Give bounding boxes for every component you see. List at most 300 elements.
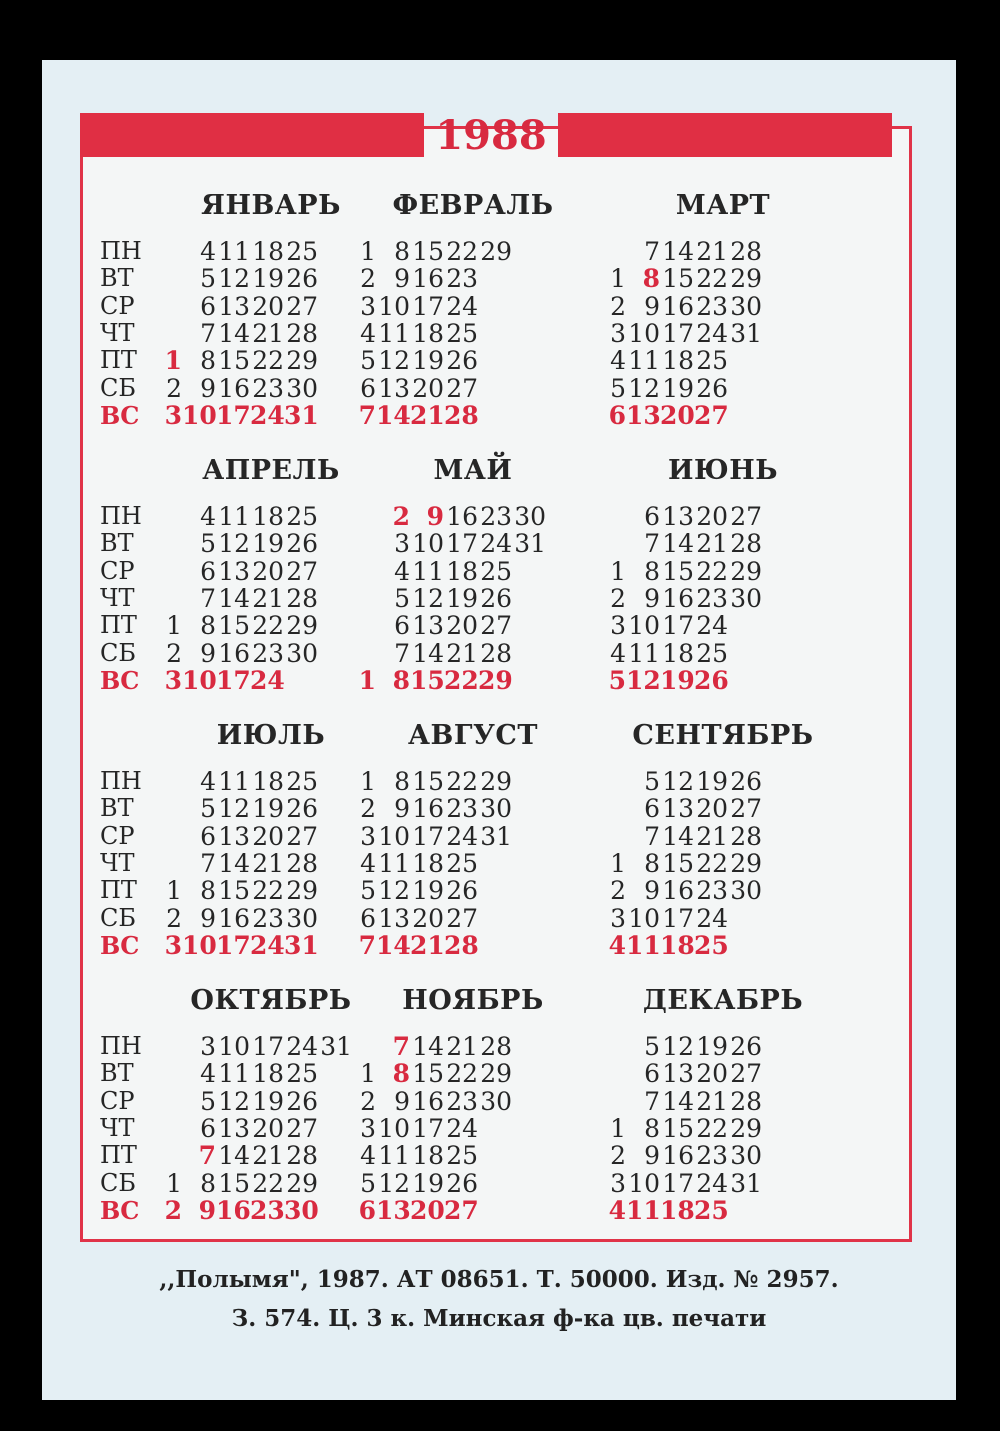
day-cell: 13 <box>626 400 661 430</box>
day-cell: 7 <box>198 1141 216 1171</box>
day-cell: 20 <box>696 502 728 531</box>
day-cell: 2 <box>610 1141 626 1171</box>
day-cell: 15 <box>218 1168 250 1198</box>
day-cell: 21 <box>696 529 728 559</box>
day-cell: 2 <box>610 876 626 906</box>
weekday-label: СБ <box>100 638 136 667</box>
day-cell: 21 <box>410 930 445 960</box>
imprint-line-1: ,,Полымя", 1987. АТ 08651. Т. 50000. Изд. № 2957. <box>159 1266 839 1293</box>
day-cell: 13 <box>218 1113 250 1143</box>
day-cell: 30 <box>730 1141 762 1171</box>
day-cell: 20 <box>412 903 444 933</box>
month-name: АВГУСТ <box>408 720 538 751</box>
day-cell: 24 <box>480 529 512 559</box>
day-cell: 18 <box>412 1141 444 1171</box>
month-name: НОЯБРЬ <box>402 985 544 1016</box>
day-cell: 15 <box>218 876 250 906</box>
day-cell: 2 <box>166 373 182 403</box>
day-cell: 9 <box>644 1141 660 1171</box>
day-cell: 7 <box>358 930 376 960</box>
day-cell: 8 <box>200 346 216 376</box>
day-cell: 11 <box>218 1059 250 1089</box>
weekday-label: СР <box>100 556 135 585</box>
day-cell: 6 <box>200 556 216 586</box>
day-cell: 7 <box>200 848 216 878</box>
day-cell: 26 <box>286 1086 318 1116</box>
day-cell: 23 <box>250 1195 285 1225</box>
day-cell: 18 <box>662 638 694 668</box>
day-cell: 4 <box>200 237 216 266</box>
day-cell: 19 <box>696 767 728 796</box>
day-cell: 11 <box>218 237 250 266</box>
day-cell: 27 <box>730 1059 762 1089</box>
day-cell: 6 <box>200 821 216 851</box>
day-cell: 28 <box>480 638 512 668</box>
day-cell: 14 <box>218 848 250 878</box>
day-cell: 18 <box>662 346 694 376</box>
day-cell: 16 <box>446 502 478 531</box>
month-name: ДЕКАБРЬ <box>642 985 804 1016</box>
day-cell: 8 <box>644 848 660 878</box>
day-cell: 10 <box>378 1113 410 1143</box>
day-cell: 17 <box>412 821 444 851</box>
day-cell: 16 <box>218 638 250 668</box>
weekday-label: ВТ <box>100 1059 134 1088</box>
day-cell: 19 <box>446 583 478 613</box>
day-cell: 30 <box>514 502 546 531</box>
weekday-label: ВС <box>100 930 140 960</box>
day-cell: 17 <box>412 291 444 321</box>
day-cell: 2 <box>610 291 626 321</box>
month-name: АПРЕЛЬ <box>202 455 340 486</box>
day-cell: 10 <box>628 611 660 641</box>
day-cell: 6 <box>644 794 660 824</box>
day-cell: 19 <box>252 1086 284 1116</box>
day-cell: 27 <box>730 794 762 824</box>
day-cell: 27 <box>286 291 318 321</box>
day-cell: 3 <box>200 1032 216 1061</box>
day-cell: 11 <box>378 848 410 878</box>
day-cell: 19 <box>252 794 284 824</box>
day-cell: 25 <box>696 346 728 376</box>
day-cell: 1 <box>166 1168 182 1198</box>
weekday-label: ПТ <box>100 611 137 640</box>
day-cell: 8 <box>200 611 216 641</box>
day-cell: 13 <box>662 1059 694 1089</box>
day-cell: 23 <box>480 502 512 531</box>
day-cell: 27 <box>480 611 512 641</box>
day-cell: 17 <box>252 1032 284 1061</box>
day-cell: 21 <box>252 583 284 613</box>
day-cell: 14 <box>376 400 411 430</box>
day-cell: 5 <box>644 1032 660 1061</box>
day-cell: 25 <box>694 930 729 960</box>
day-cell: 20 <box>410 1195 445 1225</box>
day-cell: 27 <box>286 1113 318 1143</box>
day-cell: 15 <box>662 1113 694 1143</box>
day-cell: 12 <box>218 264 250 294</box>
day-cell: 25 <box>694 1195 729 1225</box>
day-cell: 12 <box>378 1168 410 1198</box>
day-cell: 24 <box>696 611 728 641</box>
calendar-card <box>42 60 956 1400</box>
day-cell: 20 <box>696 794 728 824</box>
day-cell: 8 <box>644 556 660 586</box>
day-cell: 21 <box>410 400 445 430</box>
day-cell: 10 <box>378 291 410 321</box>
day-cell: 10 <box>182 665 217 695</box>
day-cell: 7 <box>394 638 410 668</box>
day-cell: 14 <box>662 237 694 266</box>
day-cell: 19 <box>660 665 695 695</box>
day-cell: 26 <box>286 264 318 294</box>
day-cell: 17 <box>412 1113 444 1143</box>
day-cell: 2 <box>360 794 376 824</box>
year-title: 1988 <box>435 112 547 159</box>
day-cell: 2 <box>392 502 410 531</box>
day-cell: 5 <box>360 876 376 906</box>
day-cell: 21 <box>252 318 284 348</box>
day-cell: 23 <box>252 638 284 668</box>
day-cell: 16 <box>662 583 694 613</box>
day-cell: 8 <box>200 1168 216 1198</box>
day-cell: 31 <box>514 529 546 559</box>
day-cell: 23 <box>446 794 478 824</box>
day-cell: 5 <box>360 1168 376 1198</box>
day-cell: 12 <box>628 373 660 403</box>
day-cell: 24 <box>696 1168 728 1198</box>
day-cell: 24 <box>286 1032 318 1061</box>
day-cell: 14 <box>662 1086 694 1116</box>
day-cell: 24 <box>250 400 285 430</box>
day-cell: 17 <box>662 903 694 933</box>
day-cell: 28 <box>730 237 762 266</box>
day-cell: 20 <box>446 611 478 641</box>
day-cell: 18 <box>660 930 695 960</box>
weekday-label: ПН <box>100 502 142 530</box>
month-name: ЯНВАРЬ <box>201 190 341 221</box>
day-cell: 10 <box>628 903 660 933</box>
day-cell: 21 <box>446 638 478 668</box>
day-cell: 12 <box>218 529 250 559</box>
day-cell: 12 <box>626 665 661 695</box>
day-cell: 8 <box>394 767 410 796</box>
day-cell: 8 <box>642 264 660 294</box>
day-cell: 24 <box>446 821 478 851</box>
day-cell: 25 <box>446 318 478 348</box>
day-cell: 23 <box>696 583 728 613</box>
month-name: СЕНТЯБРЬ <box>632 720 814 751</box>
day-cell: 6 <box>394 611 410 641</box>
day-cell: 5 <box>200 1086 216 1116</box>
day-cell: 9 <box>200 373 216 403</box>
day-cell: 16 <box>412 794 444 824</box>
day-cell: 23 <box>446 264 478 294</box>
header-bar-right <box>558 113 892 157</box>
day-cell: 24 <box>696 318 728 348</box>
day-cell: 22 <box>446 1059 478 1089</box>
day-cell: 5 <box>200 264 216 294</box>
day-cell: 16 <box>218 903 250 933</box>
day-cell: 7 <box>644 821 660 851</box>
day-cell: 31 <box>730 1168 762 1198</box>
day-cell: 18 <box>252 502 284 531</box>
day-cell: 6 <box>200 1113 216 1143</box>
day-cell: 26 <box>286 794 318 824</box>
day-cell: 7 <box>644 1086 660 1116</box>
day-cell: 28 <box>730 821 762 851</box>
day-cell: 13 <box>378 903 410 933</box>
day-cell: 11 <box>412 556 444 586</box>
day-cell: 17 <box>662 318 694 348</box>
weekday-label: СР <box>100 821 135 850</box>
day-cell: 21 <box>696 1086 728 1116</box>
day-cell: 1 <box>360 237 376 266</box>
day-cell: 10 <box>412 529 444 559</box>
day-cell: 15 <box>412 767 444 796</box>
day-cell: 25 <box>480 556 512 586</box>
day-cell: 29 <box>730 1113 762 1143</box>
weekday-label: ВТ <box>100 794 134 823</box>
day-cell: 19 <box>662 373 694 403</box>
day-cell: 30 <box>284 1195 319 1225</box>
day-cell: 12 <box>378 346 410 376</box>
day-cell: 4 <box>394 556 410 586</box>
day-cell: 23 <box>446 1086 478 1116</box>
day-cell: 10 <box>218 1032 250 1061</box>
day-cell: 15 <box>662 264 694 294</box>
day-cell: 4 <box>608 1195 626 1225</box>
day-cell: 19 <box>412 346 444 376</box>
day-cell: 29 <box>730 848 762 878</box>
day-cell: 4 <box>200 1059 216 1089</box>
day-cell: 4 <box>200 502 216 531</box>
day-cell: 2 <box>360 264 376 294</box>
day-cell: 26 <box>480 583 512 613</box>
day-cell: 1 <box>610 556 626 586</box>
day-cell: 17 <box>216 930 251 960</box>
day-cell: 26 <box>730 767 762 796</box>
day-cell: 24 <box>446 1113 478 1143</box>
day-cell: 6 <box>360 373 376 403</box>
weekday-label: ВТ <box>100 264 134 293</box>
day-cell: 20 <box>412 373 444 403</box>
day-cell: 20 <box>252 291 284 321</box>
day-cell: 14 <box>662 529 694 559</box>
day-cell: 25 <box>286 237 318 266</box>
weekday-label: ВС <box>100 400 140 430</box>
day-cell: 24 <box>250 665 285 695</box>
weekday-label: СР <box>100 1086 135 1115</box>
day-cell: 29 <box>480 237 512 266</box>
day-cell: 26 <box>696 373 728 403</box>
day-cell: 11 <box>378 318 410 348</box>
day-cell: 16 <box>412 264 444 294</box>
day-cell: 30 <box>730 291 762 321</box>
day-cell: 21 <box>696 821 728 851</box>
day-cell: 30 <box>730 876 762 906</box>
weekday-label: ПН <box>100 1032 142 1060</box>
day-cell: 28 <box>444 930 479 960</box>
day-cell: 26 <box>730 1032 762 1061</box>
day-cell: 9 <box>644 583 660 613</box>
day-cell: 11 <box>628 346 660 376</box>
day-cell: 16 <box>218 373 250 403</box>
month-name: ИЮНЬ <box>667 455 779 486</box>
day-cell: 10 <box>628 318 660 348</box>
day-cell: 7 <box>392 1032 410 1061</box>
day-cell: 24 <box>696 903 728 933</box>
day-cell: 18 <box>412 318 444 348</box>
day-cell: 28 <box>286 318 318 348</box>
day-cell: 3 <box>360 1113 376 1143</box>
day-cell: 28 <box>480 1032 512 1061</box>
weekday-label: СБ <box>100 373 136 402</box>
day-cell: 20 <box>252 1113 284 1143</box>
day-cell: 16 <box>412 1086 444 1116</box>
day-cell: 6 <box>358 1195 376 1225</box>
day-cell: 11 <box>218 502 250 531</box>
day-cell: 14 <box>412 638 444 668</box>
day-cell: 3 <box>360 821 376 851</box>
day-cell: 8 <box>644 1113 660 1143</box>
day-cell: 17 <box>446 529 478 559</box>
day-cell: 4 <box>360 1141 376 1171</box>
day-cell: 5 <box>644 767 660 796</box>
day-cell: 27 <box>694 400 729 430</box>
day-cell: 18 <box>252 237 284 266</box>
day-cell: 7 <box>644 529 660 559</box>
weekday-label: ЧТ <box>100 848 135 877</box>
day-cell: 30 <box>480 794 512 824</box>
weekday-label: ПН <box>100 237 142 265</box>
day-cell: 2 <box>360 1086 376 1116</box>
day-cell: 12 <box>378 876 410 906</box>
day-cell: 19 <box>412 876 444 906</box>
day-cell: 5 <box>610 373 626 403</box>
day-cell: 23 <box>252 903 284 933</box>
day-cell: 26 <box>446 876 478 906</box>
day-cell: 12 <box>218 1086 250 1116</box>
day-cell: 25 <box>286 502 318 531</box>
day-cell: 27 <box>446 373 478 403</box>
day-cell: 23 <box>696 876 728 906</box>
day-cell: 23 <box>252 373 284 403</box>
day-cell: 25 <box>446 1141 478 1171</box>
day-cell: 7 <box>200 583 216 613</box>
day-cell: 30 <box>480 1086 512 1116</box>
day-cell: 15 <box>662 848 694 878</box>
day-cell: 15 <box>410 665 445 695</box>
day-cell: 23 <box>696 291 728 321</box>
day-cell: 22 <box>252 611 284 641</box>
day-cell: 29 <box>286 1168 318 1198</box>
day-cell: 8 <box>200 876 216 906</box>
weekday-label: СБ <box>100 1168 136 1197</box>
day-cell: 1 <box>610 264 626 294</box>
day-cell: 5 <box>360 346 376 376</box>
day-cell: 28 <box>286 848 318 878</box>
day-cell: 22 <box>446 767 478 796</box>
day-cell: 17 <box>216 400 251 430</box>
day-cell: 5 <box>200 529 216 559</box>
weekday-label: ЧТ <box>100 583 135 612</box>
day-cell: 3 <box>164 665 182 695</box>
day-cell: 19 <box>252 529 284 559</box>
day-cell: 6 <box>644 502 660 531</box>
day-cell: 7 <box>644 237 660 266</box>
weekday-label: ПТ <box>100 876 137 905</box>
weekday-label: ВС <box>100 1195 140 1225</box>
day-cell: 13 <box>376 1195 411 1225</box>
day-cell: 19 <box>252 264 284 294</box>
day-cell: 11 <box>626 1195 661 1225</box>
day-cell: 28 <box>730 529 762 559</box>
day-cell: 13 <box>218 556 250 586</box>
day-cell: 3 <box>360 291 376 321</box>
day-cell: 1 <box>610 1113 626 1143</box>
day-cell: 13 <box>662 502 694 531</box>
day-cell: 6 <box>644 1059 660 1089</box>
weekday-label: СБ <box>100 903 136 932</box>
day-cell: 14 <box>218 318 250 348</box>
day-cell: 29 <box>730 264 762 294</box>
day-cell: 5 <box>200 794 216 824</box>
day-cell: 28 <box>730 1086 762 1116</box>
day-cell: 20 <box>696 1059 728 1089</box>
day-cell: 27 <box>286 556 318 586</box>
day-cell: 6 <box>608 400 626 430</box>
day-cell: 12 <box>412 583 444 613</box>
day-cell: 9 <box>426 502 444 531</box>
day-cell: 12 <box>218 794 250 824</box>
day-cell: 27 <box>444 1195 479 1225</box>
day-cell: 16 <box>662 1141 694 1171</box>
month-name: ФЕВРАЛЬ <box>392 190 554 221</box>
day-cell: 26 <box>694 665 729 695</box>
day-cell: 15 <box>412 237 444 266</box>
day-cell: 30 <box>730 583 762 613</box>
day-cell: 8 <box>394 237 410 266</box>
day-cell: 26 <box>446 346 478 376</box>
day-cell: 8 <box>392 1059 410 1089</box>
day-cell: 3 <box>610 1168 626 1198</box>
day-cell: 20 <box>660 400 695 430</box>
day-cell: 20 <box>252 821 284 851</box>
day-cell: 21 <box>252 848 284 878</box>
day-cell: 1 <box>358 665 376 695</box>
day-cell: 19 <box>412 1168 444 1198</box>
day-cell: 21 <box>252 1141 284 1171</box>
day-cell: 2 <box>166 903 182 933</box>
day-cell: 27 <box>286 821 318 851</box>
day-cell: 27 <box>446 903 478 933</box>
weekday-label: ВС <box>100 665 140 695</box>
day-cell: 29 <box>286 346 318 376</box>
day-cell: 9 <box>644 291 660 321</box>
weekday-label: СР <box>100 291 135 320</box>
day-cell: 21 <box>696 237 728 266</box>
day-cell: 9 <box>644 876 660 906</box>
day-cell: 18 <box>412 848 444 878</box>
day-cell: 17 <box>662 1168 694 1198</box>
day-cell: 14 <box>662 821 694 851</box>
day-cell: 30 <box>286 373 318 403</box>
day-cell: 27 <box>730 502 762 531</box>
day-cell: 22 <box>696 848 728 878</box>
day-cell: 5 <box>394 583 410 613</box>
day-cell: 12 <box>662 1032 694 1061</box>
